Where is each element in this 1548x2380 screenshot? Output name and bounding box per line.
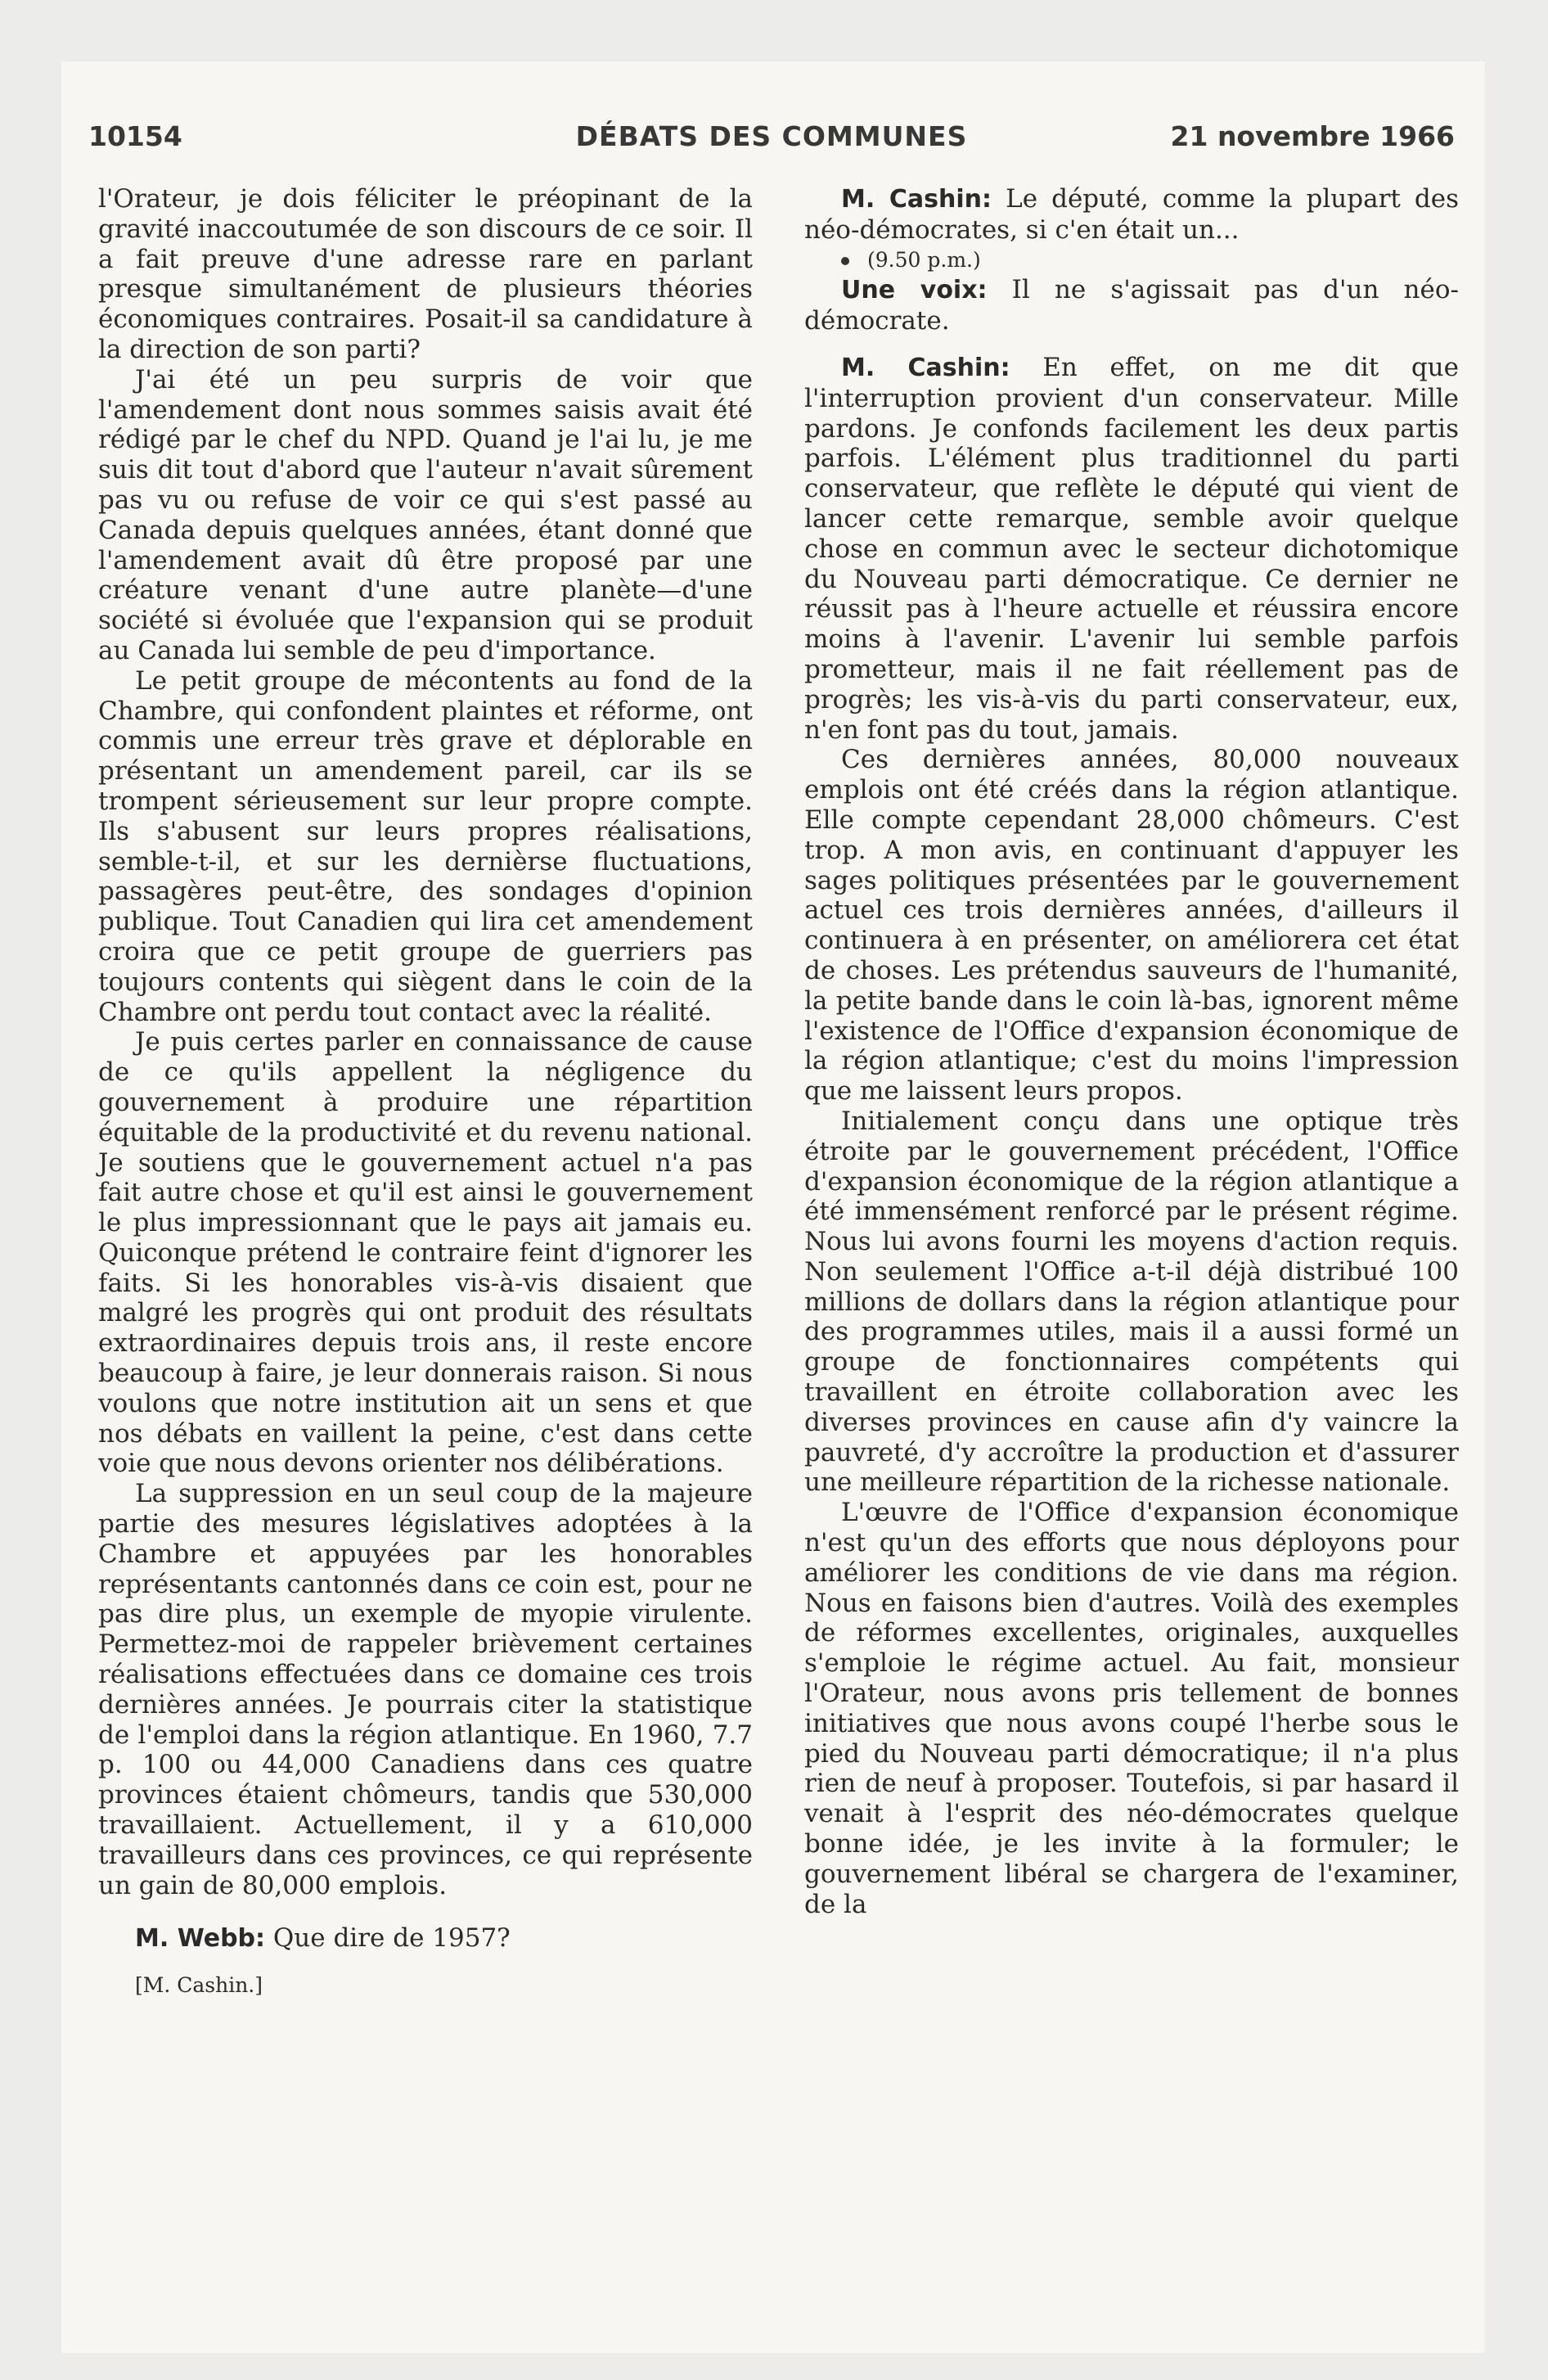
page-number: 10154 (88, 120, 182, 152)
speech-text: En effet, on me dit que l'interruption provient d'un conservateur. Mille pardons. Je confonds facilement les deux partis parfois. L'élément plus traditionnel du parti conservateur, que reflète le député qui vient de lancer cette remarque, semble avoir quelque chose en commun avec le secteur dichotomique du Nouveau parti démocratique. Ce dernier ne réussit pas à l'heure actuelle et réussira encore moins à l'avenir. L'avenir lui semble parfois prometteur, mais il ne fait réellement pas de progrès; les vis-à-vis du parti conservateur, eux, n'en font pas du tout, jamais. (804, 352, 1459, 745)
speech-voice (804, 275, 1459, 336)
speaker-name: M. Cashin: (841, 185, 992, 214)
page-header (88, 120, 1455, 161)
speaker-name: M. Webb: (135, 1924, 266, 1954)
time-text: (9.50 p.m.) (867, 247, 981, 272)
page-date: 21 novembre 1966 (1170, 120, 1455, 152)
paragraph: La suppression en un seul coup de la majeure partie des mesures législatives adoptées à la Chambre et appuyées par les honorables représentants cantonnés dans ce coin est, pour ne pas dire plus, un exemple de myopie virulente. Permettez-moi de rappeler brièvement certaines réalisations effectuées dans ce domaine ces trois dernières années. Je pourrais citer la statistique de l'emploi dans la région atlantique. En 1960, 7.7 p. 100 ou 44,000 Canadiens dans ces quatre provinces étaient chômeurs, tandis que 530,000 travaillaient. Actuellement, il y a 610,000 travailleurs dans ces provinces, ce qui représente un gain de 80,000 emplois. (98, 1479, 753, 1900)
speech-webb (98, 1923, 753, 1954)
speech-text: Il ne s'agissait pas d'un néo-démocrate. (804, 275, 1459, 336)
paragraph: l'Orateur, je dois féliciter le préopinant de la gravité inaccoutumée de son discours de ce soir. Il a fait preuve d'une adresse rare en parlant presque simultanément de plusieurs théories économiques contraires. Posait-il sa candidature à la direction de son parti? (98, 184, 753, 364)
speaker-name: M. Cashin: (841, 353, 1010, 382)
left-column (98, 184, 753, 2001)
speech-cashin (804, 184, 1459, 246)
paragraph: Le petit groupe de mécontents au fond de la Chambre, qui confondent plaintes et réforme, ont commis une erreur très grave et déplorable en présentant un amendement pareil, car ils se trompent sérieusement sur leur propre compte. Ils s'abusent sur leurs propres réalisations, semble-t-il, et sur les dernièrse fluctuations, passagères peut-être, des sondages d'opinion publique. Tout Canadien qui lira cet amendement croira que ce petit groupe de guerriers pas toujours contents qui siègent dans le coin de la Chambre ont perdu tout contact avec la réalité. (98, 665, 753, 1027)
page-title: DÉBATS DES COMMUNES (575, 120, 968, 152)
speech-text: Le député, comme la plupart des néo-démocrates, si c'en était un... (804, 184, 1460, 245)
paragraph: L'œuvre de l'Office d'expansion économique n'est qu'un des efforts que nous déployons pour améliorer les conditions de vie dans ma région. Nous en faisons bien d'autres. Voilà des exemples de réformes excellentes, originales, auxquelles s'emploie le régime actuel. Au fait, monsieur l'Orateur, nous avons pris tellement de bonnes initiatives que nous avons coupé l'herbe sous le pied du Nouveau parti démocratique; il n'a plus rien de neuf à proposer. Toutefois, si par hasard il venait à l'esprit des néo-démocrates quelque bonne idée, je les invite à la formuler; le gouvernement libéral se chargera de l'examiner, de la (804, 1498, 1459, 1919)
paragraph: Ces dernières années, 80,000 nouveaux emplois ont été créés dans la région atlantique. Elle compte cependant 28,000 chômeurs. C'est trop. A mon avis, en continuant d'appuyer les sages politiques présentées par le gouvernement actuel ces trois dernières années, d'ailleurs il continuera à en présenter, on améliorera cet état de choses. Les prétendus sauveurs de l'humanité, la petite bande dans le coin là-bas, ignorent même l'existence de l'Office d'expansion économique de la région atlantique; c'est du moins l'impression que me laissent leurs propos. (804, 745, 1459, 1107)
right-column (804, 184, 1459, 1919)
time-marker (804, 246, 1459, 276)
paragraph: J'ai été un peu surpris de voir que l'amendement dont nous sommes saisis avait été rédigé par le chef du NPD. Quand je l'ai lu, je me suis dit tout d'abord que l'auteur n'avait sûrement pas vu ou refuse de voir ce qui s'est passé au Canada depuis quelques années, étant donné que l'amendement avait dû être proposé par une créature venant d'une autre planète—d'une société si évoluée que l'expansion qui se produit au Canada lui semble de peu d'importance. (98, 364, 753, 665)
bullet-dot-icon (841, 257, 849, 265)
speaker-name: Une voix: (841, 276, 988, 305)
speaker-continuation: [M. Cashin.] (135, 1973, 263, 1998)
paragraph: Je puis certes parler en connaissance de cause de ce qu'ils appellent la négligence du gouvernement à produire une répartition équitable de la productivité et du revenu national. Je soutiens que le gouvernement actuel n'a pas fait autre chose et qu'il est ainsi le gouvernement le plus impressionnant que le pays ait jamais eu. Quiconque prétend le contraire feint d'ignorer les faits. Si les honorables vis-à-vis disaient que malgré les progrès qui ont produit des résultats extraordinaires depuis trois ans, il reste encore beaucoup à faire, je leur donnerais raison. Si nous voulons que notre institution ait un sens et que nos débats en vaillent la peine, c'est dans cette voie que nous devons orienter nos délibérations. (98, 1027, 753, 1479)
paragraph: Initialement conçu dans une optique très étroite par le gouvernement précédent, l'Office d'expansion économique de la région atlantique a été immensément renforcé par le présent régime. Nous lui avons fourni les moyens d'action requis. Non seulement l'Office a-t-il déjà distribué 100 millions de dollars dans la région atlantique pour des programmes utiles, mais il a aussi formé un groupe de fonctionnaires compétents qui travaillent en étroite collaboration avec les diverses provinces en cause afin d'y vaincre la pauvreté, d'y accroître la production et d'assurer une meilleure répartition de la richesse nationale. (804, 1106, 1459, 1498)
speech-cashin (804, 353, 1459, 745)
speech-text: Que dire de 1957? (272, 1923, 511, 1954)
document-page (61, 61, 1485, 2353)
